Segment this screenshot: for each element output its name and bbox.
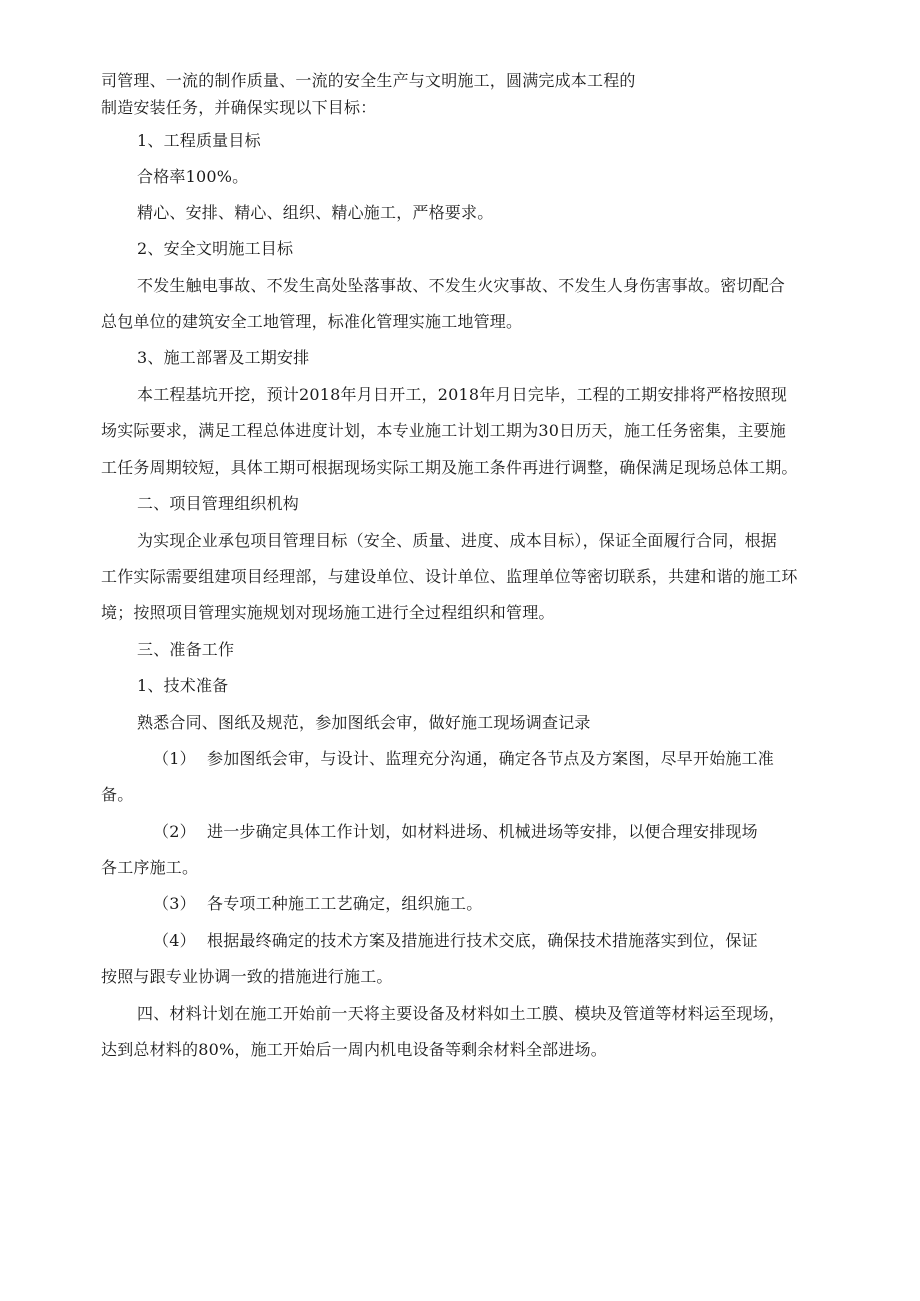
quality-requirements-text: 精心、安排、精心、组织、精心施工，严格要求。 [137, 203, 494, 222]
item-text: 根据最终确定的技术方案及措施进行技术交底，确保技术措施落实到位，保证 [207, 931, 758, 950]
heading-safety-target: 2、安全文明施工目标 [137, 239, 294, 258]
numbered-item-2-continuation: 各工序施工。 [101, 858, 199, 877]
pass-rate-text: 合格率100%。 [137, 167, 249, 186]
numbered-item-1 [153, 749, 774, 769]
item-number: （4） [153, 931, 196, 950]
schedule-paragraph-line-1: 本工程基坑开挖，预计2018年月日开工，2018年月日完毕，工程的工期安排将严格按照现 [137, 385, 788, 404]
numbered-item-2 [153, 822, 758, 842]
intro-line-1: 司管理、一流的制作质量、一流的安全生产与文明施工，圆满完成本工程的 [101, 71, 636, 90]
heading-preparation: 三、准备工作 [137, 640, 235, 659]
heading-deployment-schedule: 3、施工部署及工期安排 [137, 348, 310, 367]
item-number: （2） [153, 822, 196, 841]
item-text: 进一步确定具体工作计划，如材料进场、机械进场等安排，以便合理安排现场 [207, 822, 758, 841]
intro-line-2: 制造安装任务，并确保实现以下目标： [101, 98, 377, 117]
organization-paragraph-line-3: 境；按照项目管理实施规划对现场施工进行全过程组织和管理。 [101, 603, 555, 622]
organization-paragraph-line-1: 为实现企业承包项目管理目标（安全、质量、进度、成本目标），保证全面履行合同，根据 [137, 531, 778, 550]
numbered-item-3 [153, 894, 482, 914]
safety-paragraph-line-1: 不发生触电事故、不发生高处坠落事故、不发生火灾事故、不发生人身伤害事故。密切配合 [137, 276, 786, 295]
heading-technical-preparation: 1、技术准备 [137, 676, 229, 695]
schedule-paragraph-line-3: 工任务周期较短，具体工期可根据现场实际工期及施工条件再进行调整，确保满足现场总体工期。 [101, 458, 798, 477]
item-number: （1） [153, 749, 196, 768]
item-number: （3） [153, 894, 196, 913]
material-plan-line-2: 达到总材料的80%，施工开始后一周内机电设备等剩余材料全部进场。 [101, 1040, 607, 1059]
item-text: 各专项工种施工工艺确定，组织施工。 [207, 894, 483, 913]
item-text: 参加图纸会审，与设计、监理充分沟通，确定各节点及方案图，尽早开始施工准 [207, 749, 775, 768]
material-plan-line-1: 四、材料计划在施工开始前一天将主要设备及材料如土工膜、模块及管道等材料运至现场， [137, 1004, 786, 1023]
numbered-item-4-continuation: 按照与跟专业协调一致的措施进行施工。 [101, 967, 393, 986]
heading-quality-target: 1、工程质量目标 [137, 131, 261, 150]
schedule-paragraph-line-2: 场实际要求，满足工程总体进度计划，本专业施工计划工期为30日历天，施工任务密集，主要施 [101, 421, 786, 440]
technical-preparation-text: 熟悉合同、图纸及规范，参加图纸会审，做好施工现场调查记录 [137, 713, 591, 732]
numbered-item-4 [153, 931, 758, 951]
numbered-item-1-continuation: 备。 [101, 785, 134, 804]
organization-paragraph-line-2: 工作实际需要组建项目经理部，与建设单位、设计单位、监理单位等密切联系，共建和谐的施工环 [101, 567, 798, 586]
safety-paragraph-line-2: 总包单位的建筑安全工地管理，标准化管理实施工地管理。 [101, 312, 523, 331]
heading-project-organization: 二、项目管理组织机构 [137, 494, 300, 513]
